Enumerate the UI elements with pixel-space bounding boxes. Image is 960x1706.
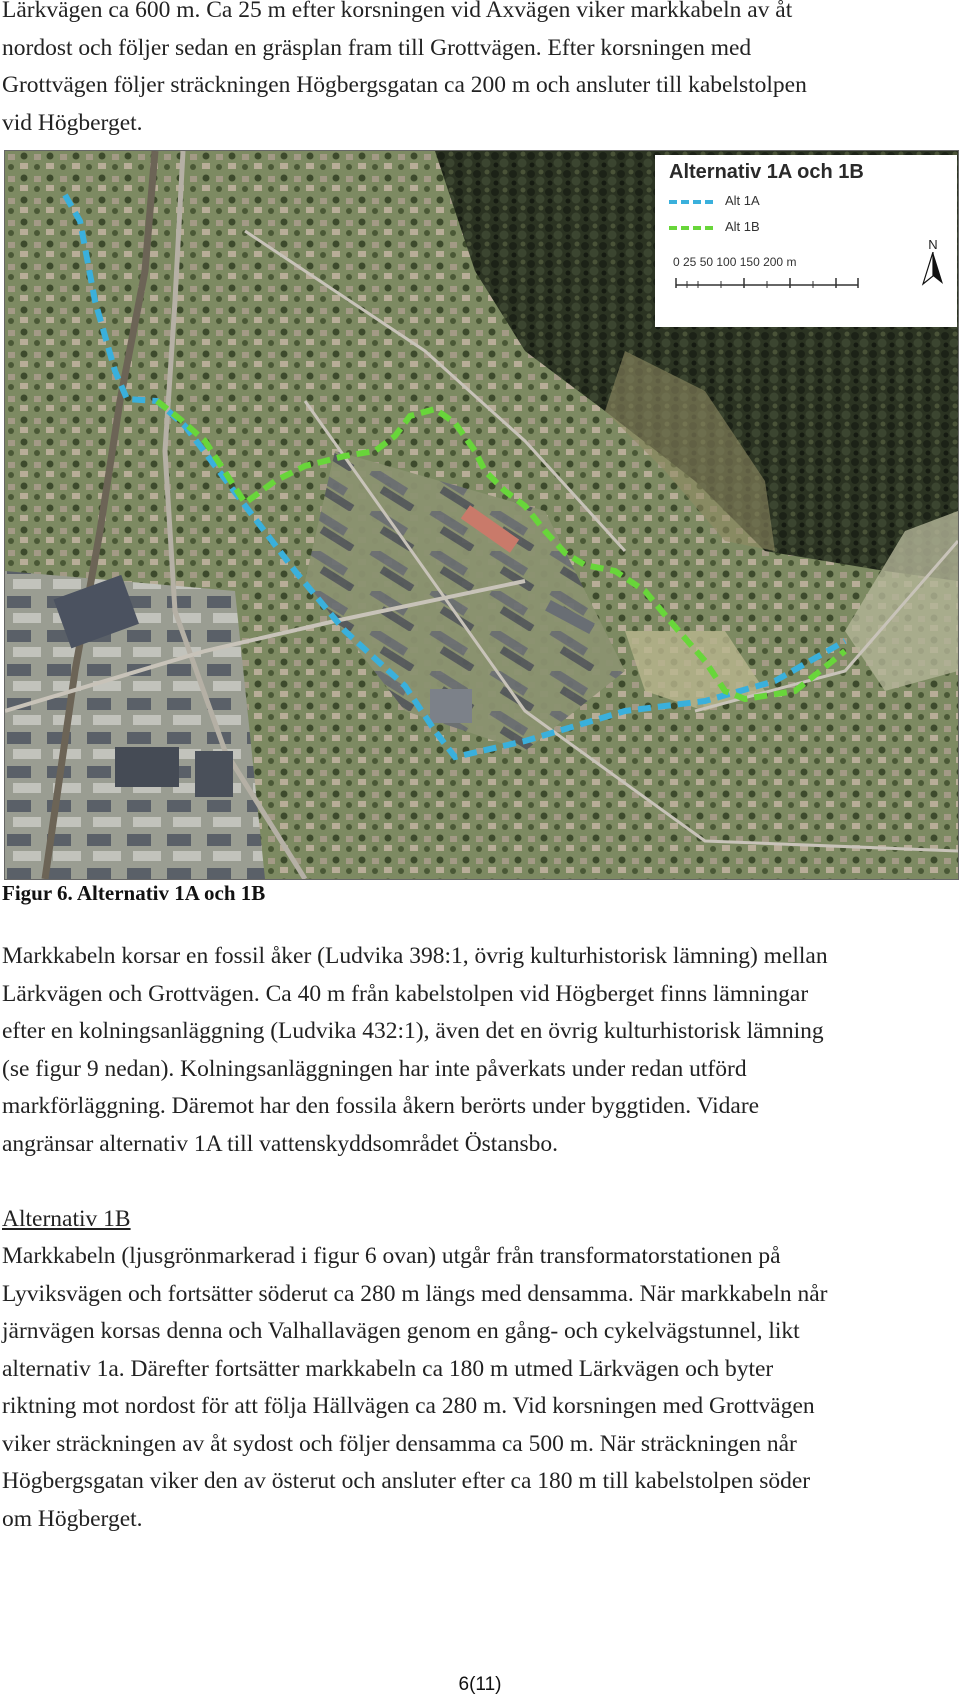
- map-legend: [655, 155, 957, 327]
- text-line: Markkabeln (ljusgrönmarkerad i figur 6 ovan) utgår från transformatorstationen på: [2, 1243, 781, 1269]
- figure-caption: Figur 6. Alternativ 1A och 1B: [2, 881, 266, 905]
- legend-swatch-1a: [669, 200, 713, 204]
- aerial-map-figure: [4, 150, 959, 880]
- legend-title: Alternativ 1A och 1B: [669, 161, 864, 183]
- text-line: Markkabeln korsar en fossil åker (Ludvika 398:1, övrig kulturhistorisk lämning) mellan: [2, 943, 828, 969]
- text-line: alternativ 1a. Därefter fortsätter markkabeln ca 180 m utmed Lärkvägen och byter: [2, 1355, 774, 1382]
- text-line: nordost och följer sedan en gräsplan fram till Grottvägen. Efter korsningen med: [2, 34, 752, 61]
- legend-label: Alt 1A: [725, 193, 760, 208]
- section-heading-alt-1b: Alternativ 1B: [2, 1206, 131, 1232]
- paragraph-alt-1b: [2, 1238, 952, 1538]
- scale-bar: [675, 275, 859, 289]
- text-line: Högbergsgatan viker den av österut och ansluter efter ca 180 m till kabelstolpen söder: [2, 1468, 811, 1494]
- text-line: efter en kolningsanläggning (Ludvika 432:1), även det en övrig kulturhistorisk lämning: [2, 1018, 824, 1044]
- text-line: Grottvägen följer sträckningen Högbergsgatan ca 200 m och ansluter till kabelstolpen: [2, 72, 807, 98]
- paragraph-1a-impact: [2, 938, 952, 1163]
- text-line: Lärkvägen ca 600 m. Ca 25 m efter korsningen vid Axvägen viker markkabeln av åt: [2, 0, 793, 23]
- page-number: 6(11): [458, 1674, 502, 1695]
- text-line: angränsar alternativ 1A till vattenskyddsområdet Östansbo.: [2, 1130, 559, 1157]
- north-label: N: [928, 237, 938, 252]
- text-line: viker sträckningen av åt sydost och följer densamma ca 500 m. När sträckningen når: [2, 1430, 797, 1457]
- legend-item-alt-1a: [669, 193, 760, 211]
- intro-paragraph: [2, 0, 952, 142]
- north-arrow-icon: [921, 237, 945, 291]
- text-line: vid Högberget.: [2, 109, 143, 136]
- text-line: (se figur 9 nedan). Kolningsanläggningen har inte påverkats under redan utförd: [2, 1055, 747, 1082]
- legend-label: Alt 1B: [725, 219, 760, 234]
- scale-labels: 0 25 50 100 150 200 m: [673, 255, 797, 269]
- text-line: riktning mot nordost för att följa Hällvägen ca 280 m. Vid korsningen med Grottvägen: [2, 1393, 815, 1419]
- text-line: om Högberget.: [2, 1505, 143, 1532]
- legend-swatch-1b: [669, 226, 713, 230]
- text-line: markförläggning. Däremot har den fossila åkern berörts under byggtiden. Vidare: [2, 1093, 760, 1119]
- text-line: järnvägen korsas denna och Valhallavägen genom en gång- och cykelvägstunnel, likt: [2, 1318, 800, 1344]
- text-line: Lärkvägen och Grottvägen. Ca 40 m från kabelstolpen vid Högberget finns lämningar: [2, 980, 809, 1007]
- text-line: Lyviksvägen och fortsätter söderut ca 280 m längs med densamma. När markkabeln når: [2, 1280, 828, 1307]
- legend-item-alt-1b: [669, 219, 760, 237]
